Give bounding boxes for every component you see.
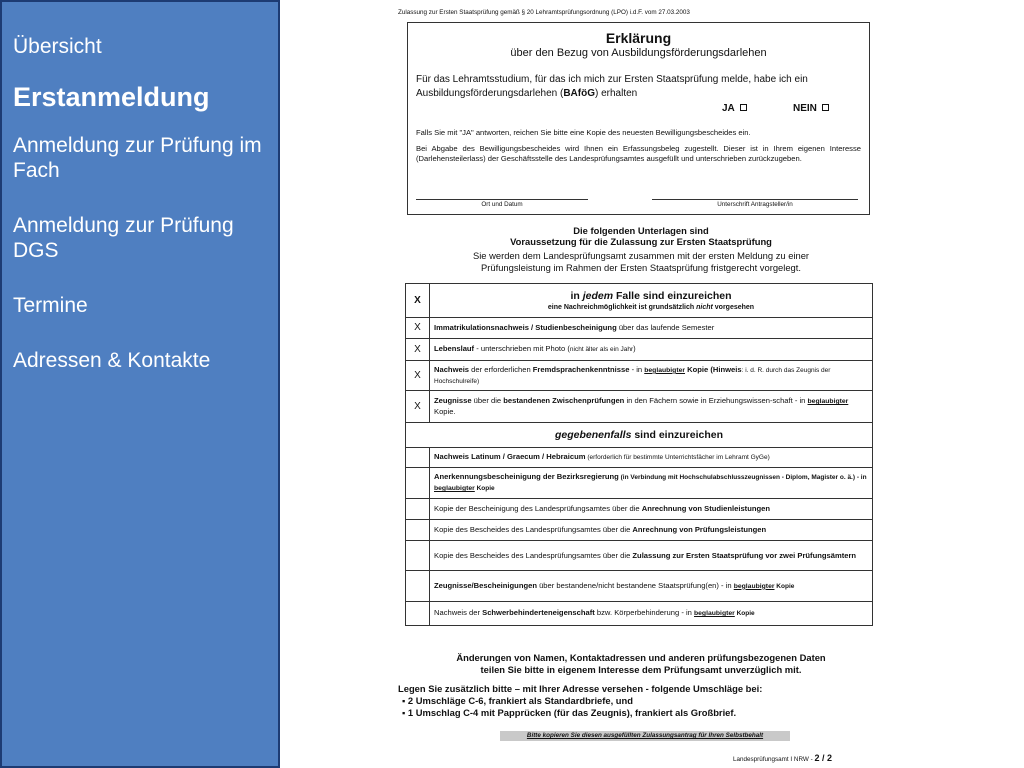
row-small: (erforderlich für bestimmte Unterrichtsfächer im Lehramt GyGe) — [585, 454, 770, 462]
optional-section-header-row — [406, 423, 873, 448]
bafoeg-label: BAföG — [563, 88, 595, 99]
requirements-subtitle-line: Sie werden dem Landesprüfungsamt zusammen mit der ersten Meldung zu einer — [472, 250, 810, 261]
heading-part: in — [570, 289, 583, 302]
declaration-statement-part: Für das Lehramtsstudium, für das ich mich zur Ersten Staatsprüfung melde, habe ich ein Ausbildungsförderungsdarlehen ( — [416, 74, 808, 99]
row-underlined: beglaubigter — [434, 485, 475, 492]
option-nein-label: NEIN — [793, 103, 817, 114]
row-underlined: beglaubigter — [807, 398, 849, 406]
table-row — [406, 468, 873, 499]
row-text — [430, 391, 873, 423]
row-text — [430, 541, 873, 571]
row-text — [430, 468, 873, 499]
row-part: in den Fächern sowie in Erziehungswissen-schaft - in — [624, 396, 808, 406]
row-part: Kopie. — [434, 407, 456, 416]
row-bold: Anrechnung von Studienleistungen — [641, 504, 770, 514]
row-mark: X — [406, 391, 430, 423]
table-row — [406, 499, 873, 520]
declaration-statement-part: ) erhalten — [595, 88, 638, 99]
declaration-title: Erklärung — [605, 30, 672, 46]
row-mark — [406, 602, 430, 626]
row-bold: Lebenslauf — [434, 344, 475, 354]
section-part: sind einzureichen — [631, 429, 724, 441]
row-part: ) — [633, 344, 636, 354]
option-ja — [722, 103, 747, 114]
table-row — [406, 571, 873, 602]
row-text — [430, 361, 873, 391]
copy-note: Bitte kopieren Sie diesen ausgefüllten Zulassungsantrag für Ihren Selbstbehalt — [500, 731, 790, 741]
heading-part: Falle sind einzureichen — [613, 289, 732, 302]
row-small: (in Verbindung mit Hochschulabschlusszeugnissen - Diplom, Magister o. ä.) - in — [618, 474, 867, 482]
document-page — [380, 0, 890, 768]
declaration-subtitle: über den Bezug von Ausbildungsförderungsdarlehen — [510, 47, 767, 59]
row-bold: Zeugnisse — [434, 396, 472, 406]
row-mark — [406, 448, 430, 468]
row-underlined: beglaubigter — [644, 366, 686, 374]
requirements-title — [380, 225, 902, 247]
row-bold: Schwerbehinderteneigenschaft — [482, 608, 595, 618]
table-row — [406, 318, 873, 339]
row-bold: Nachweis — [434, 364, 470, 374]
mandatory-note — [434, 303, 868, 313]
row-small: nicht älter als ein Jahr — [569, 346, 634, 354]
footer-label: Landesprüfungsamt I NRW - — [733, 756, 815, 763]
row-part: über die — [471, 396, 504, 406]
row-bold: bestandenen Zwischenprüfungen — [503, 396, 625, 406]
page-number: 2 / 2 — [814, 753, 832, 763]
row-text — [430, 318, 873, 339]
row-text — [430, 499, 873, 520]
row-bold: Immatrikulationsnachweis / Studienbescheinigung — [434, 323, 617, 333]
ja-checkbox[interactable] — [740, 104, 747, 111]
sidebar-item-erstanmeldung[interactable]: Erstanmeldung — [13, 82, 210, 112]
table-row — [406, 339, 873, 361]
row-mark: X — [406, 318, 430, 339]
row-part: der erforderlichen — [469, 364, 533, 374]
sidebar-item-adressen-kontakte[interactable]: Adressen & Kontakte — [13, 349, 211, 372]
declaration-box — [407, 22, 870, 215]
row-bold: Nachweis Latinum / Graecum / Hebraicum — [434, 452, 586, 462]
place-date-label: Ort und Datum — [481, 201, 523, 208]
declaration-statement — [416, 73, 861, 101]
sidebar-item-uebersicht[interactable]: Übersicht — [13, 35, 102, 58]
row-part: - unterschrieben mit Photo ( — [474, 344, 570, 354]
row-part: Kopie der Bescheinigung des Landesprüfungsamtes über die — [434, 504, 642, 514]
table-row — [406, 391, 873, 423]
envelope-instructions — [398, 683, 762, 719]
row-mark — [406, 499, 430, 520]
note-emphasis: nicht — [696, 303, 713, 311]
signature-line-signature — [652, 199, 858, 200]
sidebar-nav — [0, 0, 280, 768]
section-emphasis: gegebenenfalls — [554, 429, 632, 441]
row-part: Nachweis der — [434, 608, 483, 618]
row-mark — [406, 468, 430, 499]
row-mark — [406, 541, 430, 571]
row-small: Kopie — [734, 610, 755, 618]
note-part: vorgesehen — [712, 303, 755, 311]
row-bold: Kopie ( — [685, 364, 713, 374]
row-text — [430, 571, 873, 602]
table-row — [406, 602, 873, 626]
table-row — [406, 448, 873, 468]
requirements-table — [405, 283, 873, 626]
option-ja-label: JA — [722, 103, 735, 114]
note-part: eine Nachreichmöglichkeit ist grundsätzlich — [547, 303, 697, 311]
row-part: über bestandene/nicht bestandene Staatsprüfung(en) - in — [536, 580, 734, 590]
row-mark — [406, 571, 430, 602]
row-underlined: beglaubigter — [733, 582, 775, 590]
row-bold: Zeugnisse/Bescheinigungen — [434, 580, 537, 590]
row-small: Kopie — [774, 582, 795, 590]
page-footer — [733, 753, 832, 763]
change-notice-line: teilen Sie bitte in eigenem Interesse dem Prüfungsamt unverzüglich mit. — [480, 664, 802, 675]
row-mark — [406, 520, 430, 541]
mandatory-heading — [434, 289, 868, 303]
mark-header-text: X — [414, 294, 421, 306]
row-part: bzw. Körperbehinderung - in — [594, 608, 694, 618]
row-part: Kopie des Bescheides des Landesprüfungsamtes über die — [434, 550, 633, 560]
mandatory-section-header — [430, 284, 873, 318]
row-underlined: beglaubigter — [694, 610, 735, 618]
change-notice — [380, 652, 902, 676]
row-bold: Zulassung zur Ersten Staatsprüfung vor zwei Prüfungsämtern — [632, 550, 857, 560]
envelope-intro: Legen Sie zusätzlich bitte – mit Ihrer Adresse versehen - folgende Umschläge bei: — [398, 683, 763, 694]
sidebar-item-anmeldung-fach[interactable]: Anmeldung zur Prüfung im Fach — [13, 134, 262, 182]
row-bold: Hinweis — [712, 364, 742, 374]
sidebar-item-termine[interactable]: Termine — [13, 294, 88, 317]
option-nein — [793, 103, 829, 114]
mark-column-header — [406, 284, 430, 318]
row-text — [430, 520, 873, 541]
row-bold: Anrechnung von Prüfungsleistungen — [632, 525, 767, 535]
envelope-item: ▪ 2 Umschläge C-6, frankiert als Standardbriefe, und — [402, 695, 633, 706]
signature-line-place-date — [416, 199, 588, 200]
row-bold: Fremdsprachenkenntnisse — [532, 364, 630, 374]
row-mark: X — [406, 361, 430, 391]
requirements-title-line: Die folgenden Unterlagen sind — [573, 225, 709, 236]
signature-label: Unterschrift Antragsteller/in — [717, 201, 793, 208]
table-row — [406, 520, 873, 541]
table-header-row — [406, 284, 873, 318]
optional-section-header — [406, 423, 873, 448]
change-notice-line: Änderungen von Namen, Kontaktadressen und anderen prüfungsbezogenen Daten — [456, 652, 826, 663]
row-small: Kopie — [474, 485, 495, 492]
declaration-instruction: Falls Sie mit "JA" antworten, reichen Sie bitte eine Kopie des neuesten Bewilligungsbescheides ein. — [416, 128, 751, 137]
requirements-subtitle-line: Prüfungsleistung im Rahmen der Ersten Staatsprüfung fristgerecht vorgelegt. — [481, 262, 801, 273]
row-small: : i. d. R. durch das Zeugnis der Hochschulreife) — [434, 366, 831, 385]
table-row — [406, 541, 873, 571]
requirements-subtitle — [380, 250, 902, 274]
row-bold: Anerkennungsbescheinigung der Bezirksregierung — [434, 472, 619, 482]
row-part: - in — [629, 364, 645, 374]
row-part: Kopie des Bescheides des Landesprüfungsamtes über die — [434, 525, 633, 535]
row-mark: X — [406, 339, 430, 361]
row-text — [430, 602, 873, 626]
row-part: über das laufende Semester — [616, 323, 715, 333]
envelope-item: ▪ 1 Umschlag C-4 mit Papprücken (für das Zeugnis), frankiert als Großbrief. — [402, 707, 737, 718]
row-text — [430, 339, 873, 361]
declaration-info: Bei Abgabe des Bewilligungsbescheides wird Ihnen ein Erfassungsbeleg zugestellt. Dieser ist in Ihrem eigenen Interesse (Darlehensteilerlass) der Geschäftsstelle des Landesprüfungsamtes ausgefüllt und unterschrieben zurückzugeben. — [416, 144, 861, 163]
row-text — [430, 448, 873, 468]
heading-emphasis: jedem — [582, 289, 614, 302]
requirements-title-line: Voraussetzung für die Zulassung zur Ersten Staatsprüfung — [510, 236, 772, 247]
sidebar-item-anmeldung-dgs[interactable]: Anmeldung zur Prüfung DGS — [13, 214, 234, 262]
document-header: Zulassung zur Ersten Staatsprüfung gemäß § 20 Lehramtsprüfungsordnung (LPO) i.d.F. vom 27.03.2003 — [398, 9, 690, 16]
nein-checkbox[interactable] — [822, 104, 829, 111]
table-row — [406, 361, 873, 391]
